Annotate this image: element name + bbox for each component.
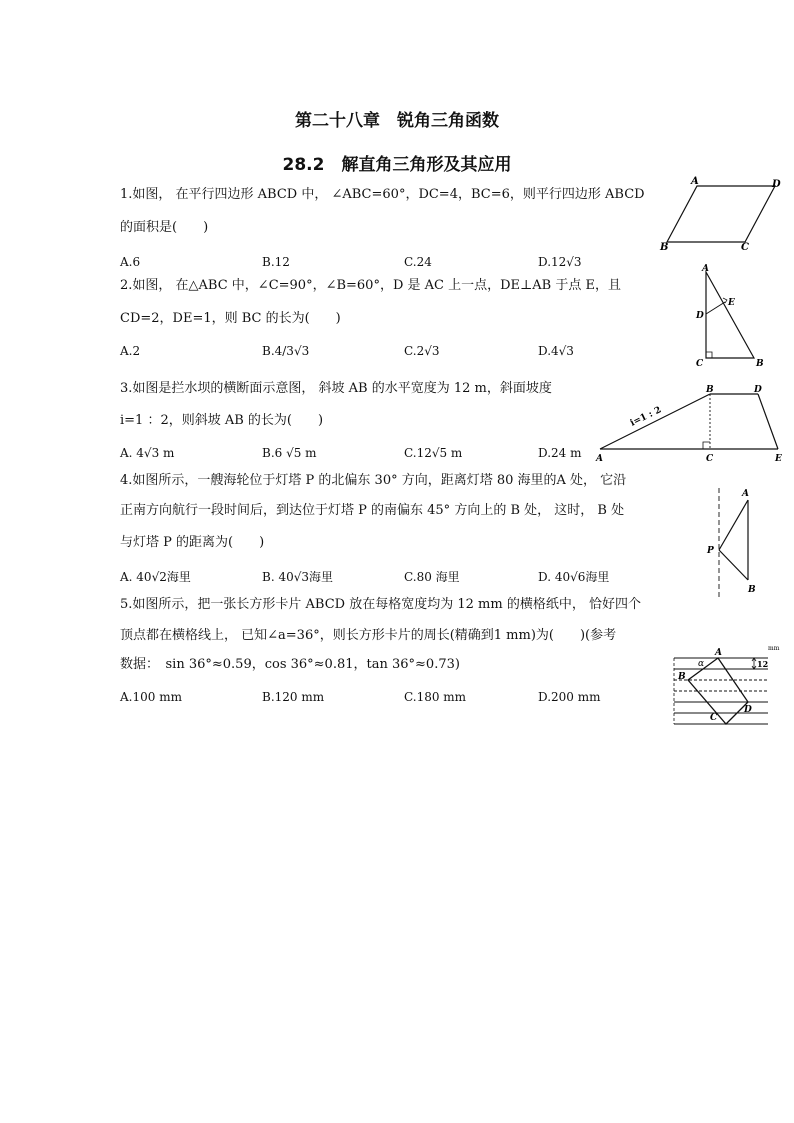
q4-option-c[interactable]: C.80 海里 <box>404 570 460 584</box>
q2-line-2: CD=2，DE=1，则 BC 的长为( ) <box>120 311 341 326</box>
q1-line-2: 的面积是( ) <box>120 220 209 235</box>
q5-option-a[interactable]: A.100 mm <box>120 690 182 704</box>
q1-option-b[interactable]: B.12 <box>262 255 290 269</box>
dam-figure <box>592 382 790 464</box>
card-figure <box>668 636 786 732</box>
q5-option-c[interactable]: C.180 mm <box>404 690 467 704</box>
label-c: C <box>706 454 714 464</box>
q5-option-d[interactable]: D.200 mm <box>538 690 601 704</box>
q3-option-a[interactable]: A. 4√3 m <box>120 446 175 460</box>
unit-label: mm <box>768 645 780 652</box>
label-b: B <box>748 585 756 595</box>
q4-option-b[interactable]: B. 40√3海里 <box>262 570 333 584</box>
width-label: 12 <box>757 659 769 669</box>
q5-line-1: 5.如图所示，把一张长方形卡片 ABCD 放在每格宽度均为 12 mm 的横格纸中， 恰好四个 <box>120 597 641 612</box>
q2-option-b[interactable]: B.4/3√3 <box>262 344 310 358</box>
label-e: E <box>728 298 735 308</box>
lighthouse-figure <box>700 480 770 602</box>
label-a: A <box>742 489 749 499</box>
q5-option-b[interactable]: B.120 mm <box>262 690 325 704</box>
right-angle-c <box>703 442 710 449</box>
segment-de <box>706 302 725 314</box>
label-d: D <box>696 311 704 321</box>
segment-pb <box>719 550 748 580</box>
label-a: A <box>715 648 722 658</box>
segment-pa <box>719 500 748 550</box>
label-e: E <box>775 454 782 464</box>
q4-option-d[interactable]: D. 40√6海里 <box>538 570 610 584</box>
label-b: B <box>756 359 764 369</box>
label-c: C <box>741 242 749 253</box>
q4-line-1: 4.如图所示，一艘海轮位于灯塔 P 的北偏东 30° 方向，距离灯塔 80 海里的A 处， 它沿 <box>120 473 627 488</box>
section-title: 28.2 解直角三角形及其应用 <box>282 155 512 175</box>
q1-option-a[interactable]: A.6 <box>120 255 141 269</box>
q4-option-a[interactable]: A. 40√2海里 <box>120 570 191 584</box>
right-angle-c <box>706 352 712 358</box>
q1-option-c[interactable]: C.24 <box>404 255 432 269</box>
q4-line-2: 正南方向航行一段时间后，到达位于灯塔 P 的南偏东 45° 方向上的 B 处， 这时， B 处 <box>120 503 625 518</box>
triangle-figure <box>690 262 770 370</box>
chapter-title: 第二十八章 锐角三角函数 <box>295 111 499 131</box>
q3-option-d[interactable]: D.24 m <box>538 446 582 460</box>
label-c: C <box>710 713 718 723</box>
q3-option-c[interactable]: C.12√5 m <box>404 446 463 460</box>
parallelogram-figure <box>655 174 790 254</box>
q3-line-2: i=1 ：2，则斜坡 AB 的长为( ) <box>120 413 324 428</box>
label-d: D <box>754 385 762 395</box>
slope-label: i=1 : 2 <box>628 405 664 429</box>
dam-side-de <box>758 394 778 449</box>
label-b: B <box>706 385 714 395</box>
dam-slope-ab <box>600 394 710 449</box>
label-p: P <box>707 546 714 556</box>
q3-option-b[interactable]: B.6 √5 m <box>262 446 317 460</box>
triangle-shape <box>706 272 754 358</box>
label-alpha: α <box>698 659 705 669</box>
label-d: D <box>744 705 752 715</box>
q3-line-1: 3.如图是拦水坝的横断面示意图， 斜坡 AB 的水平宽度为 12 m，斜面坡度 <box>120 381 552 396</box>
q2-option-c[interactable]: C.2√3 <box>404 344 440 358</box>
label-b: B <box>678 672 686 682</box>
q2-option-a[interactable]: A.2 <box>120 344 141 358</box>
q4-line-3: 与灯塔 P 的距离为( ) <box>120 535 265 550</box>
q5-line-2: 顶点都在横格线上， 已知∠a=36°，则长方形卡片的周长(精确到1 mm)为( )(参考 <box>120 628 617 643</box>
parallelogram-shape <box>667 186 775 242</box>
label-b: B <box>660 242 669 253</box>
label-c: C <box>696 359 704 369</box>
q2-option-d[interactable]: D.4√3 <box>538 344 574 358</box>
label-a: A <box>596 454 603 464</box>
q5-line-3: 数据： sin 36°≈0.59，cos 36°≈0.81，tan 36°≈0.73) <box>120 657 460 672</box>
q1-option-d[interactable]: D.12√3 <box>538 255 582 269</box>
label-d: D <box>772 179 781 190</box>
q2-line-1: 2.如图， 在△ABC 中，∠C=90°，∠B=60°，D 是 AC 上一点，DE⊥AB 于点 E，且 <box>120 278 621 293</box>
label-a: A <box>702 264 709 274</box>
label-a: A <box>691 176 699 187</box>
q1-line-1: 1.如图， 在平行四边形 ABCD 中， ∠ABC=60°，DC=4，BC=6，则平行四边形 ABCD <box>120 187 645 202</box>
